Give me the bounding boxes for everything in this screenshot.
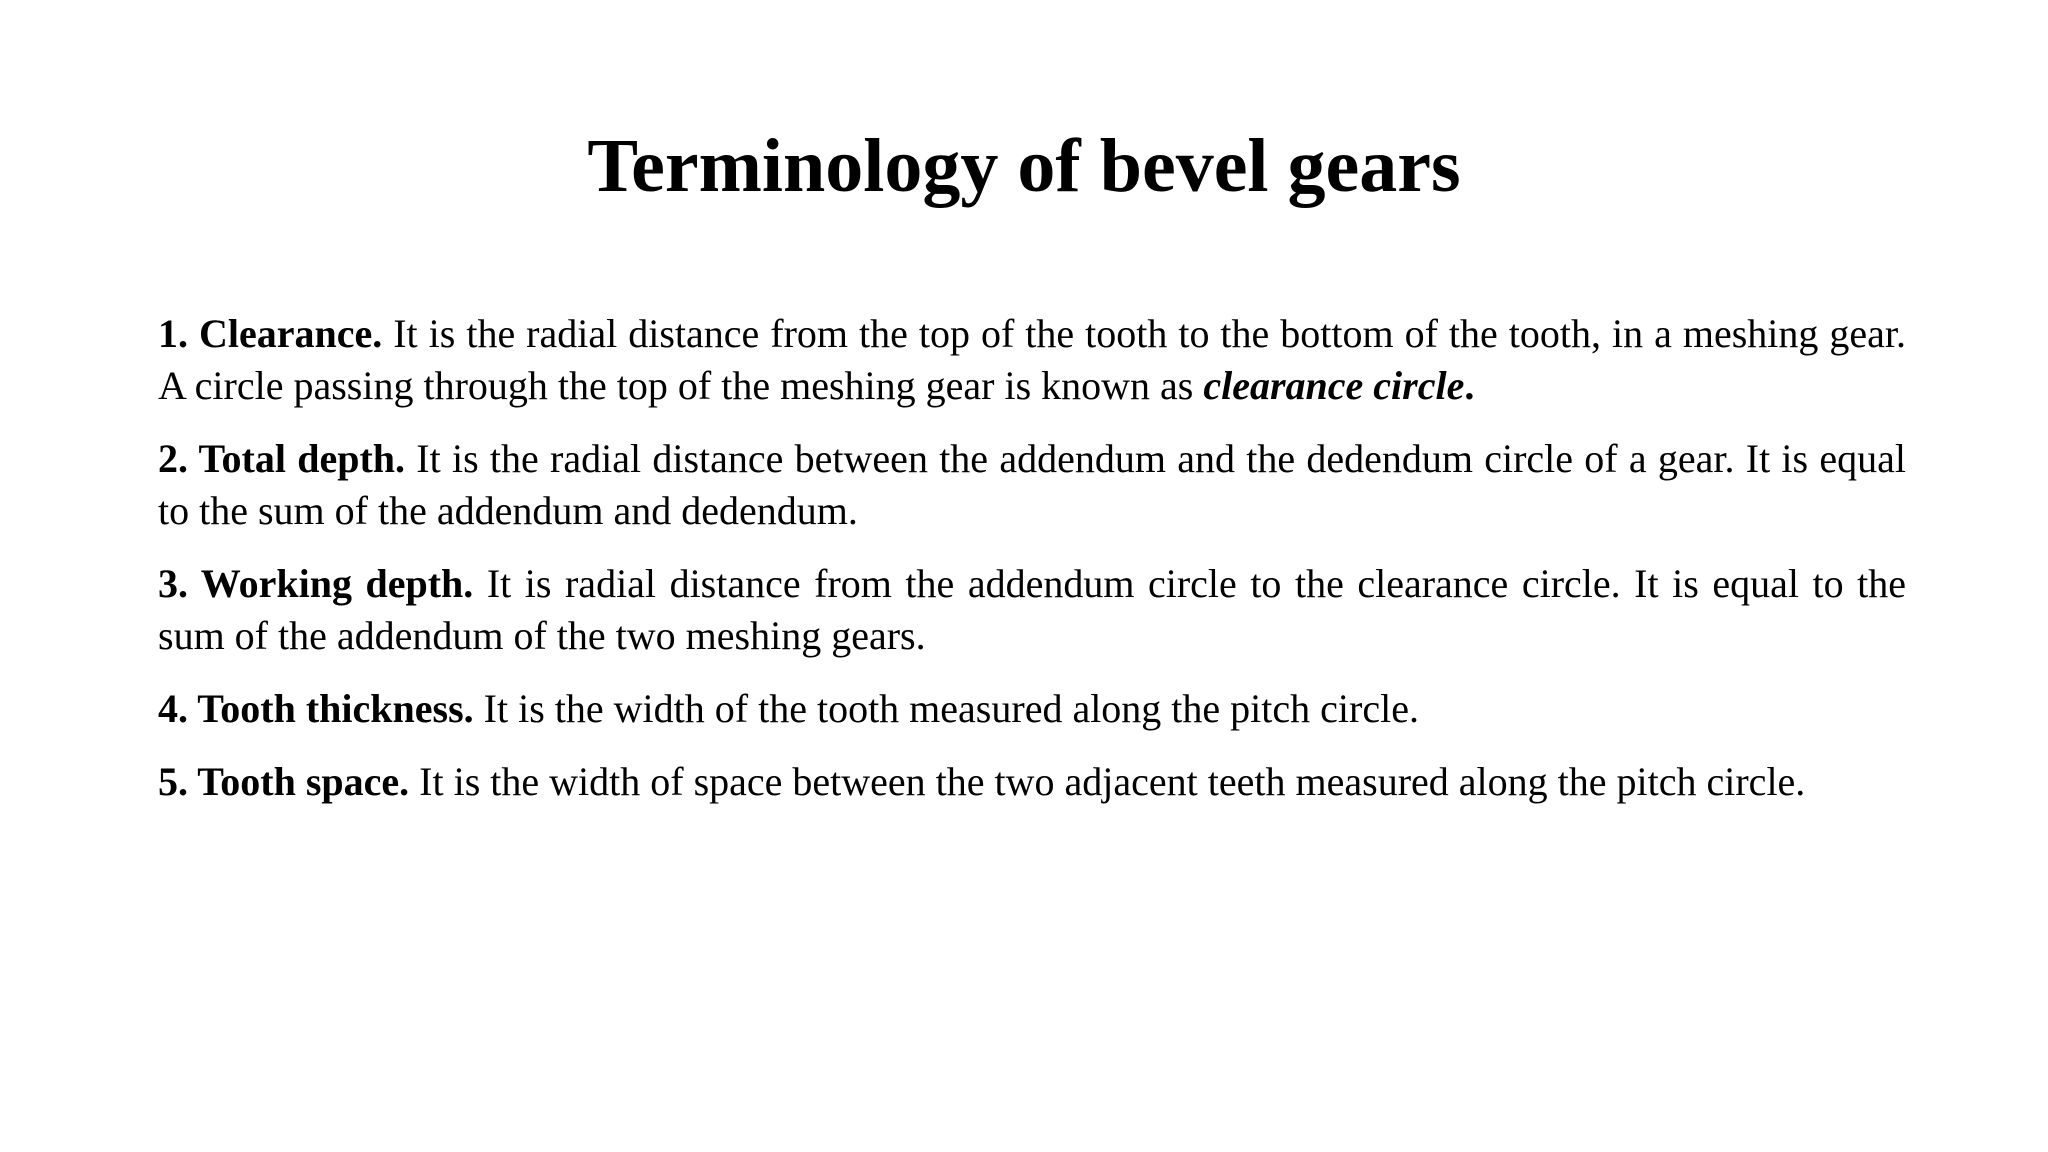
term-definition: It is the radial distance from the top of the tooth to the bottom of the tooth, in a meshing gear. A circle passing through the top of the meshing gear is known as [158, 311, 1906, 408]
term-definition: It is the width of space between the two adjacent teeth measured along the pitch circle. [409, 759, 1806, 804]
term-item-tooth-space [158, 756, 1906, 808]
term-definition: It is the radial distance between the addendum and the dedendum circle of a gear. It is equal to the sum of the addendum and dedendum. [158, 436, 1906, 533]
term-definition: It is radial distance from the addendum circle to the clearance circle. It is equal to the sum of the addendum of the two meshing gears. [158, 561, 1906, 658]
term-item-working-depth [158, 558, 1906, 662]
term-label: 2. Total depth. [158, 436, 406, 481]
term-emphasis: clearance circle [1203, 363, 1465, 408]
slide-title: Terminology of bevel gears [587, 124, 1461, 208]
term-label: 3. Working depth. [158, 561, 474, 606]
term-item-tooth-thickness [158, 683, 1906, 735]
term-definition: It is the width of the tooth measured along the pitch circle. [473, 686, 1419, 731]
term-label: 4. Tooth thickness. [158, 686, 474, 731]
term-item-total-depth [158, 433, 1906, 537]
term-tail: . [1464, 363, 1475, 408]
term-label: 5. Tooth space. [158, 759, 410, 804]
term-item-clearance [158, 308, 1906, 412]
term-label: 1. Clearance. [158, 311, 383, 356]
term-list [158, 308, 1906, 829]
